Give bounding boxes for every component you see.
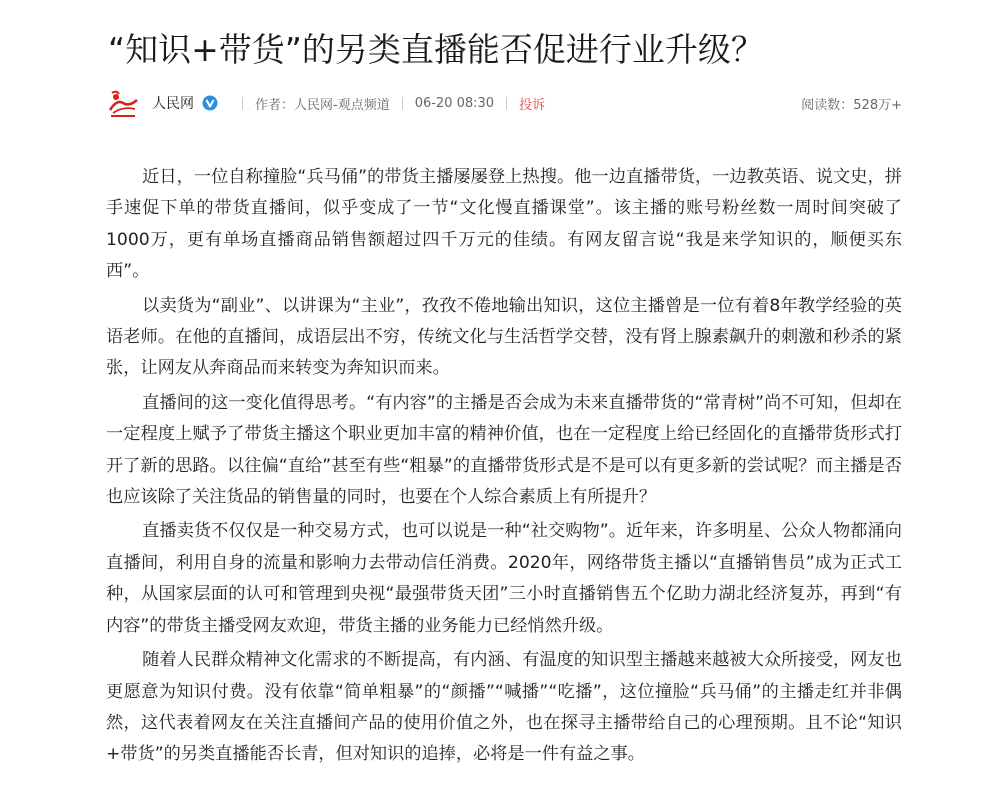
people-daily-logo-icon[interactable] [106, 86, 140, 120]
paragraph: 近日，一位自称撞脸“兵马俑”的带货主播屡屡登上热搜。他一边直播带货，一边教英语、说文史，拼手速促下单的带货直播间，似乎变成了一节“文化慢直播课堂”。该主播的账号粉丝数一周时间突破了1000万，更有单场直播商品销售额超过四千万元的佳绩。有网友留言说“我是来学知识的，顺便买东西”。 [106, 167, 902, 282]
article-title: “知识+带货”的另类直播能否促进行业升级？ [108, 30, 764, 69]
paragraph: 以卖货为“副业”、以讲课为“主业”，孜孜不倦地输出知识，这位主播曾是一位有着8年教学经验的英语老师。在他的直播间，成语层出不穷，传统文化与生活哲学交替，没有肾上腺素飙升的刺激和秒杀的紧张，让网友从奔商品而来转变为奔知识而来。 [106, 295, 902, 379]
report-link[interactable]: 投诉 [519, 97, 546, 113]
article-meta [106, 84, 902, 122]
paragraph: 直播卖货不仅仅是一种交易方式，也可以说是一种“社交购物”。近年来，许多明星、公众人物都涌向直播间，利用自身的流量和影响力去带动信任消费。2020年，网络带货主播以“直播销售员”成为正式工种，从国家层面的认可和管理到央视“最强带货天团”三小时直播销售五个亿助力湖北经济复苏，再到“有内容”的带货主播受网友欢迎，带货主播的业务能力已经悄然升级。 [106, 521, 902, 636]
read-count: 阅读数：528万+ [801, 97, 902, 113]
source-name[interactable]: 人民网 [152, 96, 194, 112]
author-label: 作者：人民网-观点频道 [255, 97, 390, 113]
meta-divider [402, 97, 403, 110]
publish-time: 06-20 08:30 [414, 95, 495, 111]
paragraph: 直播间的这一变化值得思考。“有内容”的主播是否会成为未来直播带货的“常青树”尚不可知，但却在一定程度上赋予了带货主播这个职业更加丰富的精神价值，也在一定程度上给已经固化的直播带货形式打开了新的思路。以往偏“直给”甚至有些“粗暴”的直播带货形式是不是可以有更多新的尝试呢？而主播是否也应该除了关注货品的销售量的同时，也要在个人综合素质上有所提升？ [106, 392, 902, 508]
meta-divider [506, 97, 507, 110]
meta-divider [242, 97, 243, 110]
paragraph: 随着人民群众精神文化需求的不断提高，有内涵、有温度的知识型主播越来越被大众所接受，网友也更愿意为知识付费。没有依靠“简单粗暴”的“颜播”“喊播”“吃播”，这位撞脸“兵马俑”的主播走红并非偶然，这代表着网友在关注直播间产品的使用价值之外，也在探寻主播带给自己的心理预期。且不论“知识+带货”的另类直播能否长青，但对知识的追捧，必将是一件有益之事。 [106, 650, 902, 765]
article-body [106, 162, 902, 774]
verified-badge-icon [202, 95, 218, 111]
